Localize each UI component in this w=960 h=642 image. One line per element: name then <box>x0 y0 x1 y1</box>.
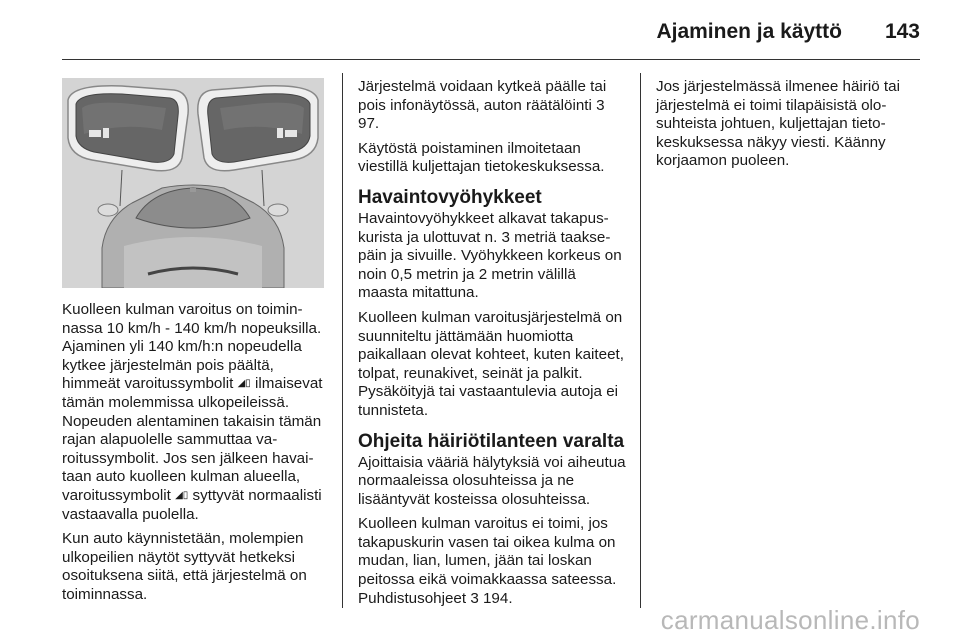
watermark: carmanualsonline.info <box>660 605 920 635</box>
column-divider-right <box>640 73 641 608</box>
false-alarms-paragraph: Ajoittaisia vääriä hälytyksiä voi aiheutua normaaleissa olosuhteissa ja ne lisääntyvät kosteissa olosuhteissa. <box>358 453 626 508</box>
startup-paragraph: Kun auto käynnistetään, molempien ulkopeilien näytöt syttyvät hetkeksi osoituksena siitä, että järjestelmä on toiminnassa. <box>62 530 307 603</box>
column-3 <box>656 78 926 177</box>
page-header <box>62 14 920 58</box>
blind-spot-icon: ◢▯ <box>237 378 251 390</box>
speed-range-paragraph: Kuolleen kulman varoitus on toiminnassa 10 km/h - 140 km/h nopeuksilla. Ajaminen yli 140 km/h:n nopeudella kytkee järjestelmän pois päältä, himmeät varoitussymbolit ◢▯ ilmaisevat tämän molemmissa ulkopeileissä. Nopeuden alentaminen takaisin tämän rajan alapuolelle sammuttaa varoitussymbolit. Jos sen jälkeen havaitaan auto kuolleen kulman alueella, varoitussymbolit ◢▯ syttyvät normaalisti vastaavalla puolella. <box>62 301 323 523</box>
ignored-objects-paragraph: Kuolleen kulman varoitusjärjestelmä on suunniteltu jättämään huomiotta paikallaan olevat kohteet, kuten kaiteet, tolpat, reunakivet, seinät ja palkit. Pysäköityjä tai vastaantulevia autoja ei tunnisteta. <box>358 308 624 419</box>
detection-zones-heading: Havaintovyöhykkeet <box>358 186 542 208</box>
column-divider-left <box>342 73 343 608</box>
fault-instructions-heading: Ohjeita häiriötilanteen varalta <box>358 430 625 452</box>
detection-zones-paragraph: Havaintovyöhykkeet alkavat takapuskurista ja ulottuvat n. 3 metriä taaksepäin ja sivuille. Vyöhykkeen korkeus on noin 0,5 metrin ja 2 metrin välillä maasta mitattuna. <box>358 209 622 302</box>
page-reference: 3 194. <box>470 589 513 607</box>
car-mirrors-illustration <box>62 78 324 288</box>
fault-message-paragraph: Jos järjestelmässä ilmenee häiriö tai järjestelmä ei toimi tilapäisistä olosuhteista johtuen, kuljettajan tietokeskuksessa näkyy viesti. Käänny korjaamon puoleen. <box>656 78 900 170</box>
column-1 <box>62 301 330 611</box>
enable-paragraph: Järjestelmä voidaan kytkeä päälle tai pois infonäytössä, auton räätälöinti 3 97. <box>358 78 607 133</box>
cleaning-paragraph: Kuolleen kulman varoitus ei toimi, jos takapuskurin vasen tai oikea kulma on mudan, lian, lumen, jään tai loskan peitossa eikä voimakkaassa sateessa. Puhdistusohjeet 3 194. <box>358 515 617 607</box>
column-2 <box>358 78 628 614</box>
disable-paragraph: Käytöstä poistaminen ilmoitetaan viestillä kuljettajan tietokeskuksessa. <box>358 139 605 176</box>
page-title: Ajaminen ja käyttö <box>656 20 842 43</box>
mirror-figure-svg <box>62 78 324 288</box>
blind-spot-icon: ◢▯ <box>175 489 189 501</box>
page-number: 143 <box>884 20 920 43</box>
header-rule <box>62 59 920 60</box>
page-reference: 3 97. <box>358 96 605 133</box>
